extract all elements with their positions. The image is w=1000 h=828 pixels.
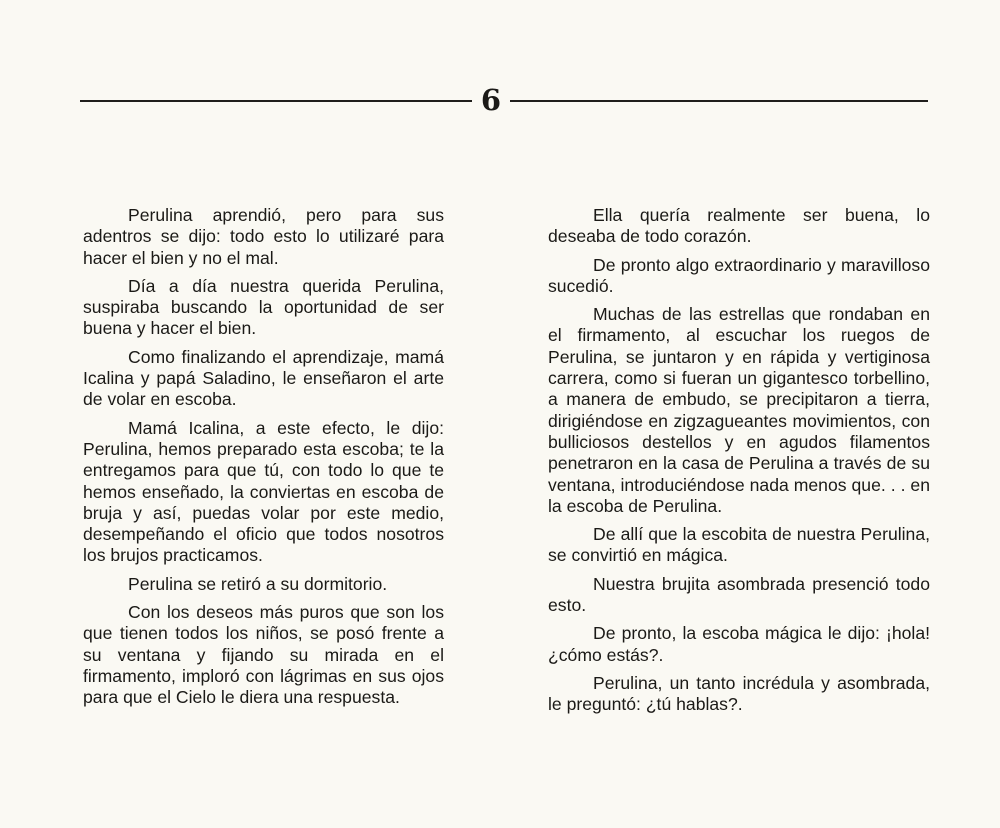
paragraph: Ella quería realmente ser buena, lo deseaba de todo corazón. <box>548 205 930 247</box>
page-number: 6 <box>480 83 502 117</box>
paragraph: Perulina, un tanto incrédula y asombrada, le preguntó: ¿tú hablas?. <box>548 672 930 715</box>
paragraph: De pronto, la escoba mágica le dijo: ¡hola! ¿cómo estás?. <box>548 623 930 665</box>
paragraph: Con los deseos más puros que son los que tienen todos los niños, se posó frente a su ventana y fijando su mirada en el firmamento, imploró con lágrimas en sus ojos para que el Cielo le diera una respuesta. <box>83 602 444 708</box>
left-text-column <box>83 205 444 716</box>
paragraph: Nuestra brujita asombrada presenció todo esto. <box>548 573 930 616</box>
paragraph: Día a día nuestra querida Perulina, suspiraba buscando la oportunidad de ser buena y hacer el bien. <box>83 275 444 339</box>
header-rule-right <box>510 100 928 102</box>
paragraph: Como finalizando el aprendizaje, mamá Icalina y papá Saladino, le enseñaron el arte de volar en escoba. <box>83 346 444 410</box>
paragraph: Muchas de las estrellas que rondaban en el firmamento, al escuchar los ruegos de Perulina, se juntaron y en rápida y vertiginosa carrera, como si fueran un gigantesco torbellino, a manera de embudo, se precipitaron a tierra, dirigiéndose en zigzagueantes movimientos, con bulliciosos destellos y en agudos filamentos penetraron en la casa de Perulina a través de su ventana, introduciéndose nada menos que. . . en la escoba de Perulina. <box>548 304 930 516</box>
paragraph: De allí que la escobita de nuestra Perulina, se convirtió en mágica. <box>548 524 930 566</box>
right-text-column <box>548 205 930 723</box>
paragraph: Perulina aprendió, pero para sus adentros se dijo: todo esto lo utilizaré para hacer el bien y no el mal. <box>83 205 444 268</box>
page-header <box>80 82 928 118</box>
header-rule-left <box>80 100 472 102</box>
paragraph: De pronto algo extraordinario y maravilloso sucedió. <box>548 254 930 296</box>
paragraph: Mamá Icalina, a este efecto, le dijo: Perulina, hemos preparado esta escoba; te la entregamos para que tú, con todo lo que te hemos enseñado, la conviertas en escoba de bruja y así, puedas volar por este medio, desempeñando el oficio que todos nosotros los brujos practicamos. <box>83 417 444 566</box>
paragraph: Perulina se retiró a su dormitorio. <box>128 573 388 594</box>
